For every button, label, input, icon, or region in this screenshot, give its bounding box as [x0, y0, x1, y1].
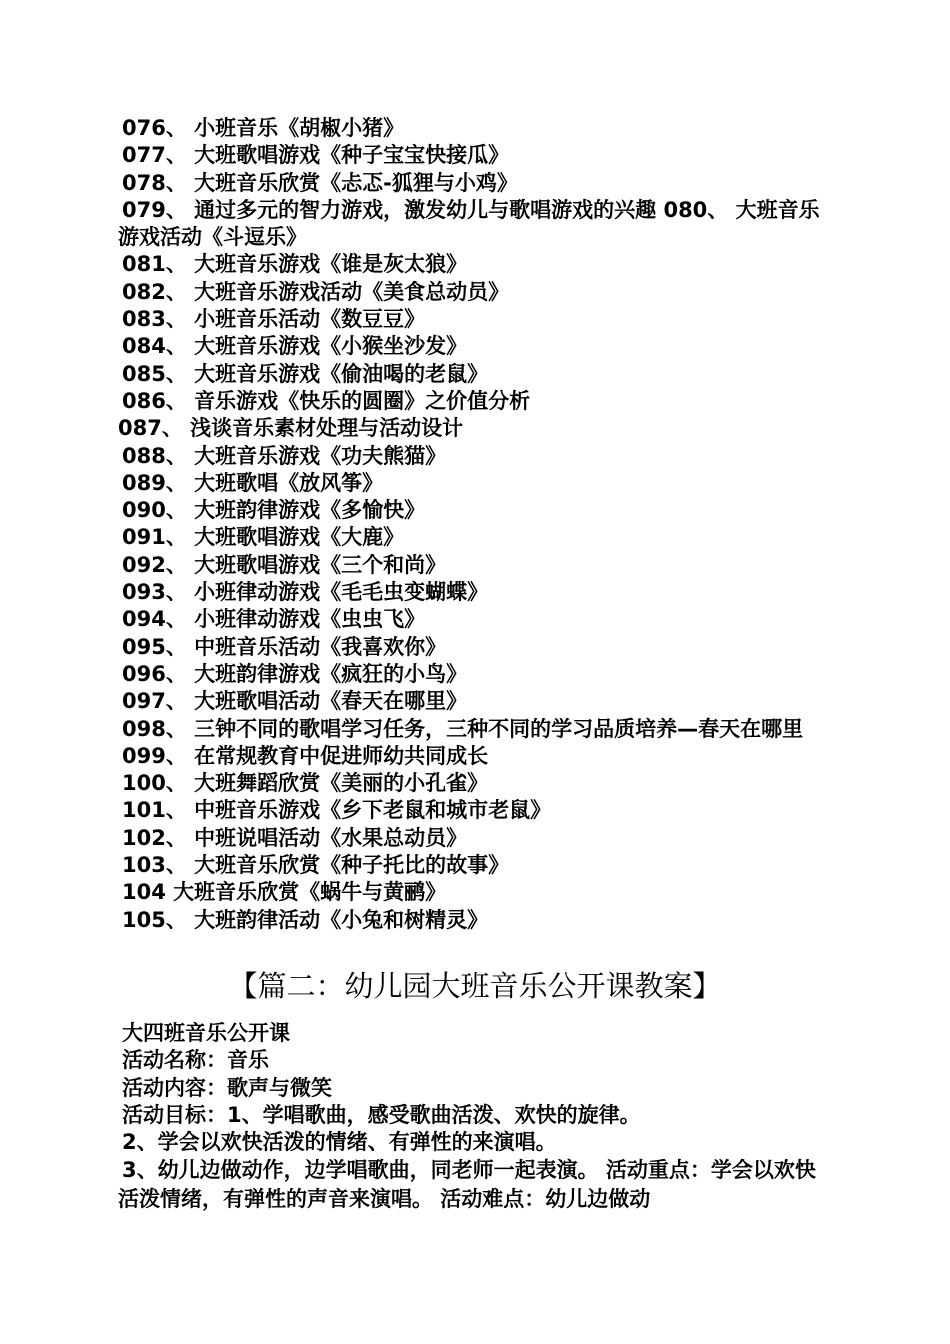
list-item: 078、 大班音乐欣赏《忐忑-狐狸与小鸡》: [122, 170, 518, 195]
list-item: 096、 大班韵律游戏《疯狂的小鸟》: [122, 661, 468, 686]
list-item: 088、 大班音乐游戏《功夫熊猫》: [122, 443, 447, 468]
list-item: 081、 大班音乐游戏《谁是灰太狼》: [122, 252, 468, 277]
list-item: 087、 浅谈音乐素材处理与活动设计: [118, 416, 464, 441]
list-item: 104 大班音乐欣赏《蜗牛与黄鹂》: [122, 880, 447, 905]
activity-goal-3: 3、幼儿边做动作，边学唱歌曲，同老师一起表演。 活动重点：学会以欢快活泼情绪，有弹性的声音来演唱。 活动难点：幼儿边做动: [118, 1158, 816, 1212]
list-item: 085、 大班音乐游戏《偷油喝的老鼠》: [122, 361, 489, 386]
list-item: 098、 三钟不同的歌唱学习任务，三种不同的学习品质培养—春天在哪里: [122, 716, 804, 741]
list-item: 077、 大班歌唱游戏《种子宝宝快接瓜》: [122, 143, 510, 168]
activity-goal-2: 2、学会以欢快活泼的情绪、有弹性的来演唱。: [122, 1130, 557, 1155]
lesson-plan-list: [118, 115, 828, 934]
activity-goal-1: 活动目标：1、学唱歌曲，感受歌曲活泼、欢快的旋律。: [122, 1102, 641, 1127]
list-item: 095、 中班音乐活动《我喜欢你》: [122, 634, 447, 659]
lesson-plan-body: [118, 1020, 824, 1214]
list-item: 092、 大班歌唱游戏《三个和尚》: [122, 552, 447, 577]
list-item: 102、 中班说唱活动《水果总动员》: [122, 825, 468, 850]
list-item: 100、 大班舞蹈欣赏《美丽的小孔雀》: [122, 771, 489, 796]
list-item: 101、 中班音乐游戏《乡下老鼠和城市老鼠》: [122, 798, 552, 823]
list-item: 076、 小班音乐《胡椒小猪》: [122, 116, 405, 140]
list-item: 089、 大班歌唱《放风筝》: [122, 470, 384, 495]
list-item: 099、 在常规教育中促进师幼共同成长: [122, 743, 489, 768]
activity-name: 活动名称：音乐: [122, 1048, 269, 1073]
list-item: 083、 小班音乐活动《数豆豆》: [122, 307, 426, 332]
section-title: 【篇二：幼儿园大班音乐公开课教案】: [228, 969, 722, 1003]
list-item: 082、 大班音乐游戏活动《美食总动员》: [122, 279, 510, 304]
class-name: 大四班音乐公开课: [122, 1021, 290, 1045]
list-item: 090、 大班韵律游戏《多愉快》: [122, 498, 426, 523]
list-item: 105、 大班韵律活动《小兔和树精灵》: [122, 907, 489, 932]
list-item: 094、 小班律动游戏《虫虫飞》: [122, 607, 426, 632]
activity-content: 活动内容：歌声与微笑: [122, 1075, 332, 1100]
list-item: 079、 通过多元的智力游戏，激发幼儿与歌唱游戏的兴趣 080、 大班音乐游戏活动《斗逗乐》: [118, 197, 820, 250]
list-item: 097、 大班歌唱活动《春天在哪里》: [122, 689, 468, 714]
list-item: 084、 大班音乐游戏《小猴坐沙发》: [122, 334, 468, 359]
list-item: 103、 大班音乐欣赏《种子托比的故事》: [122, 853, 510, 878]
list-item: 086、 音乐游戏《快乐的圆圈》之价值分析: [122, 388, 531, 413]
list-item: 091、 大班歌唱游戏《大鹿》: [122, 525, 405, 550]
list-item: 093、 小班律动游戏《毛毛虫变蝴蝶》: [122, 580, 489, 605]
